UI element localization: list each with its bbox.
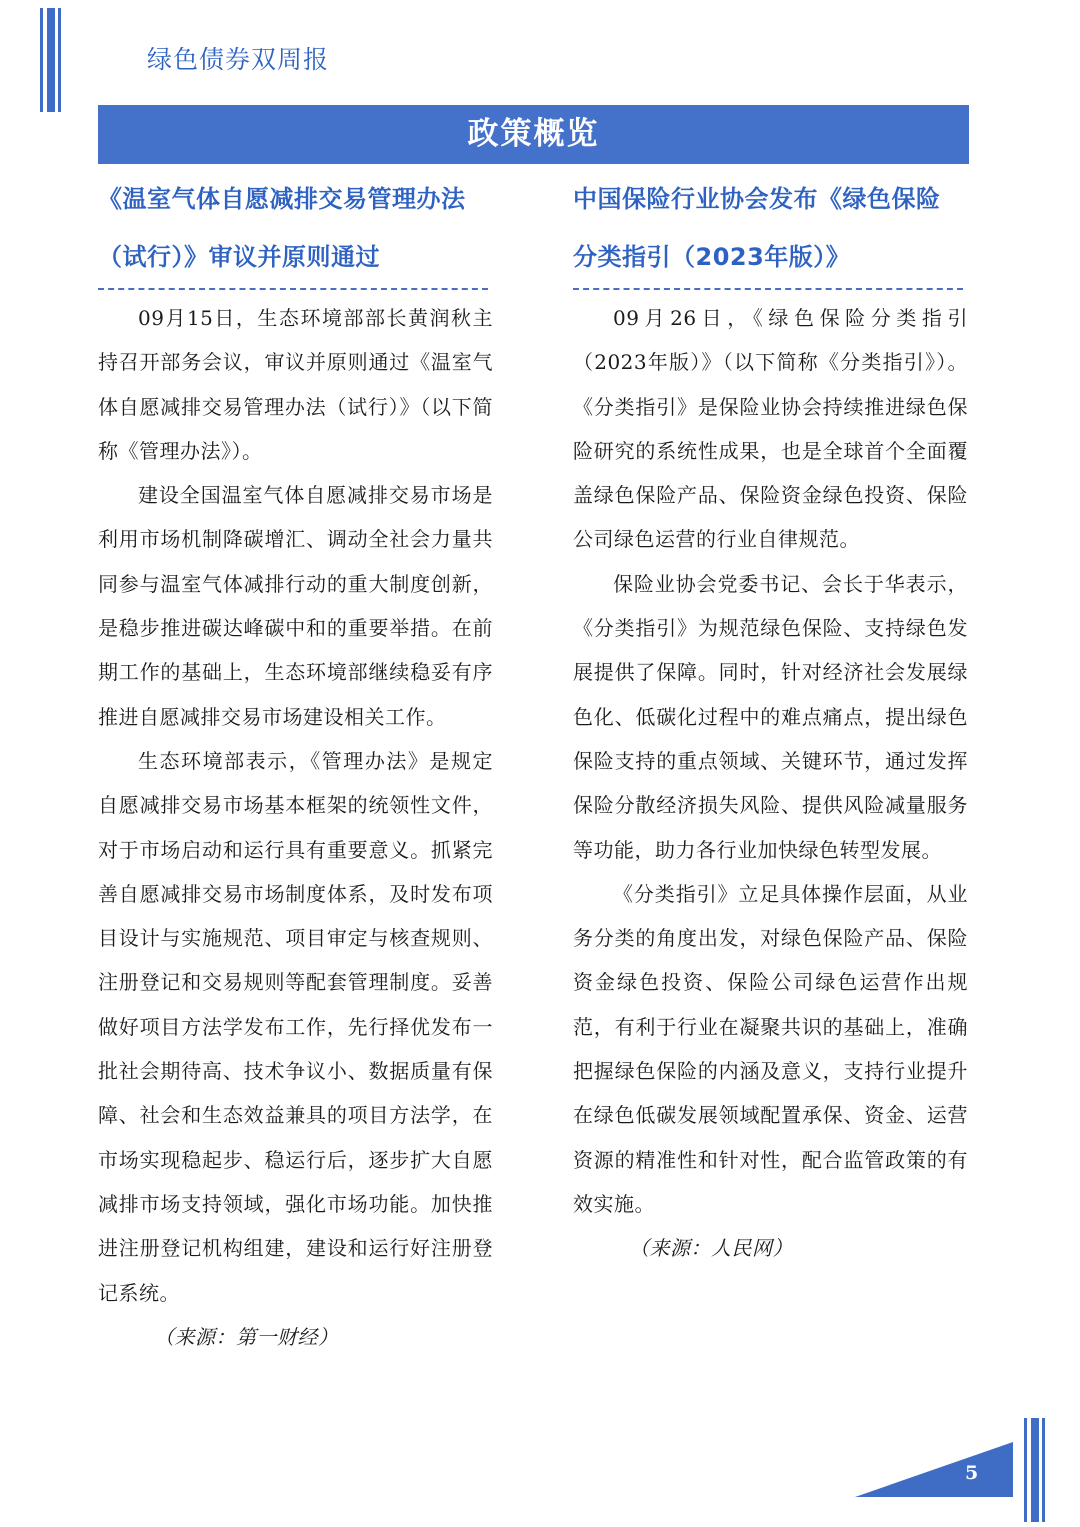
publication-title: 绿色债券双周报 [147, 45, 330, 74]
top-left-decoration [40, 8, 62, 112]
section-banner: 政策概览 [98, 105, 969, 164]
right-headline-line1: 中国保险行业协会发布《绿色保险 [573, 185, 941, 213]
right-headline-line2: 分类指引（2023年版）》 [573, 243, 851, 271]
right-divider [573, 288, 963, 290]
left-article [98, 170, 493, 1359]
right-source: （来源：人民网） [629, 1236, 793, 1261]
bottom-right-decoration [1024, 1418, 1046, 1522]
page-number: 5 [965, 1462, 979, 1484]
right-paragraph: 09月26日，《绿色保险分类指引（2023年版）》（以下简称《分类指引》）。《分类指引》是保险业协会持续推进绿色保险研究的系统性成果，也是全球首个全面覆盖绿色保险产品、保险资金绿色投资、保险公司绿色运营的行业自律规范。 [573, 306, 968, 552]
left-headline-line1: 《温室气体自愿减排交易管理办法 [98, 185, 466, 213]
left-source: （来源：第一财经） [154, 1324, 339, 1349]
left-divider [98, 288, 488, 290]
left-paragraph: 建设全国温室气体自愿减排交易市场是利用市场机制降碳增汇、调动全社会力量共同参与温室气体减排行动的重大制度创新，是稳步推进碳达峰碳中和的重要举措。在前期工作的基础上，生态环境部继续稳妥有序推进自愿减排交易市场建设相关工作。 [98, 483, 493, 729]
right-paragraph: 保险业协会党委书记、会长于华表示，《分类指引》为规范绿色保险、支持绿色发展提供了保障。同时，针对经济社会发展绿色化、低碳化过程中的难点痛点，提出绿色保险支持的重点领域、关键环节，通过发挥保险分散经济损失风险、提供风险减量服务等功能，助力各行业加快绿色转型发展。 [573, 571, 968, 862]
right-article [573, 170, 968, 1270]
left-paragraph: 生态环境部表示，《管理办法》是规定自愿减排交易市场基本框架的统领性文件，对于市场启动和运行具有重要意义。抓紧完善自愿减排交易市场制度体系，及时发布项目设计与实施规范、项目审定与核查规则、注册登记和交易规则等配套管理制度。妥善做好项目方法学发布工作，先行择优发布一批社会期待高、技术争议小、数据质量有保障、社会和生态效益兼具的项目方法学，在市场实现稳起步、稳运行后，逐步扩大自愿减排市场支持领域，强化市场功能。加快推进注册登记机构组建，建设和运行好注册登记系统。 [98, 748, 493, 1305]
page-corner-triangle [855, 1442, 1013, 1497]
left-paragraph: 09月15日，生态环境部部长黄润秋主持召开部务会议，审议并原则通过《温室气体自愿减排交易管理办法（试行）》（以下简称《管理办法》）。 [98, 306, 493, 463]
left-headline-line2: （试行）》审议并原则通过 [98, 243, 380, 271]
right-paragraph: 《分类指引》立足具体操作层面，从业务分类的角度出发，对绿色保险产品、保险资金绿色投资、保险公司绿色运营作出规范，有利于行业在凝聚共识的基础上，准确把握绿色保险的内涵及意义，支持行业提升在绿色低碳发展领域配置承保、资金、运营资源的精准性和针对性，配合监管政策的有效实施。 [573, 881, 968, 1216]
